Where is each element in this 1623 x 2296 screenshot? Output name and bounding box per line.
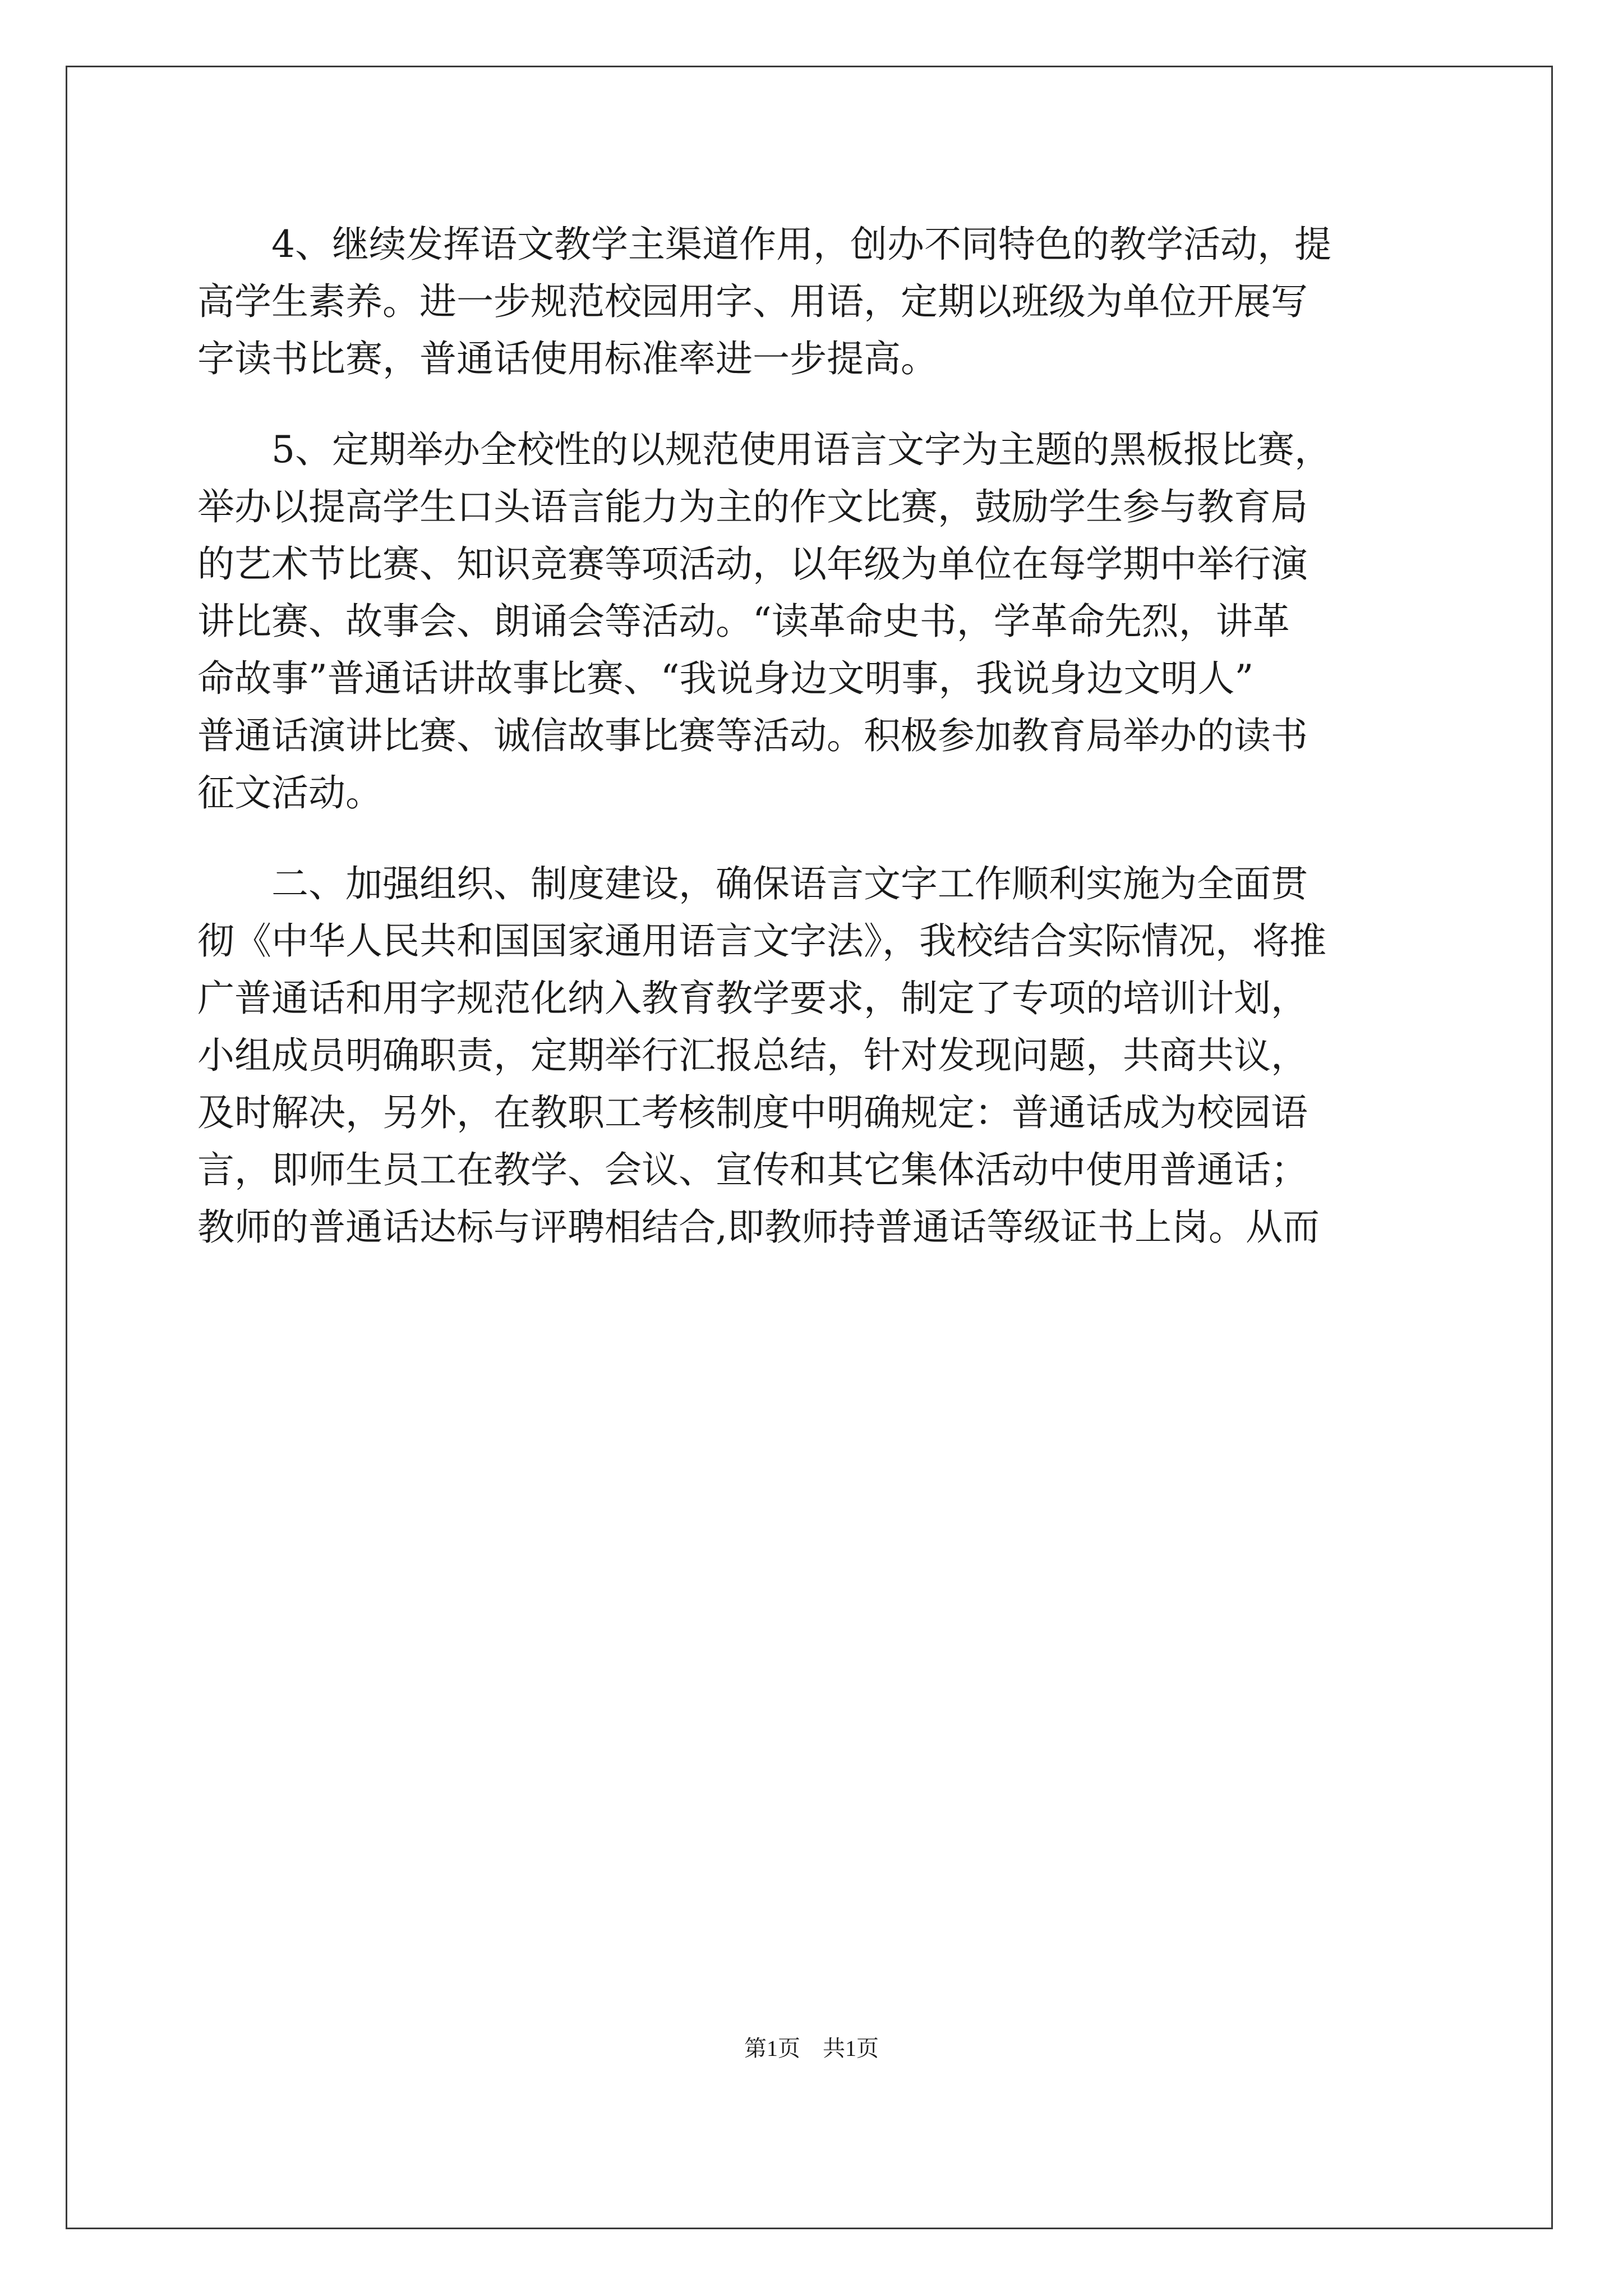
text-line: 小组成员明确职责，定期举行汇报总结，针对发现问题，共商共议， [197, 1034, 1308, 1077]
text-line: 高学生素养。进一步规范校园用字、用语，定期以班级为单位开展写 [197, 280, 1308, 323]
text-line: 的艺术节比赛、知识竞赛等项活动，以年级为单位在每学期中举行演 [197, 542, 1308, 586]
text-line: 言，即师生员工在教学、会议、宣传和其它集体活动中使用普通话； [197, 1148, 1308, 1191]
text-line: 举办以提高学生口头语言能力为主的作文比赛，鼓励学生参与教育局 [197, 485, 1308, 528]
text-line: 教师的普通话达标与评聘相结合,即教师持普通话等级证书上岗。从而 [197, 1205, 1320, 1249]
text-line: 广普通话和用字规范化纳入教育教学要求，制定了专项的培训计划， [197, 977, 1308, 1020]
text-line: 字读书比赛，普通话使用标准率进一步提高。 [197, 337, 938, 380]
text-line: 4、继续发挥语文教学主渠道作用，创办不同特色的教学活动，提 [197, 223, 1331, 266]
text-line: 彻《中华人民共和国国家通用语言文字法》，我校结合实际情况，将推 [197, 919, 1326, 963]
text-line: 二、加强组织、制度建设，确保语言文字工作顺利实施为全面贯 [197, 862, 1308, 905]
text-line: 及时解决，另外，在教职工考核制度中明确规定：普通话成为校园语 [197, 1091, 1308, 1134]
document-body [197, 216, 1454, 1256]
text-line: 5、定期举办全校性的以规范使用语言文字为主题的黑板报比赛， [197, 428, 1331, 471]
paragraph-gap [197, 388, 1454, 421]
text-line: 征文活动。 [197, 771, 382, 815]
text-line: 普通话演讲比赛、诚信故事比赛等活动。积极参加教育局举办的读书 [197, 714, 1308, 757]
text-line: 讲比赛、故事会、朗诵会等活动。“读革命史书，学革命先烈，讲革 [197, 600, 1290, 643]
text-line: 命故事”普通话讲故事比赛、“我说身边文明事，我说身边文明人” [197, 657, 1254, 700]
page-footer: 第1页 共1页 [744, 2036, 879, 2061]
paragraph-gap [197, 822, 1454, 855]
